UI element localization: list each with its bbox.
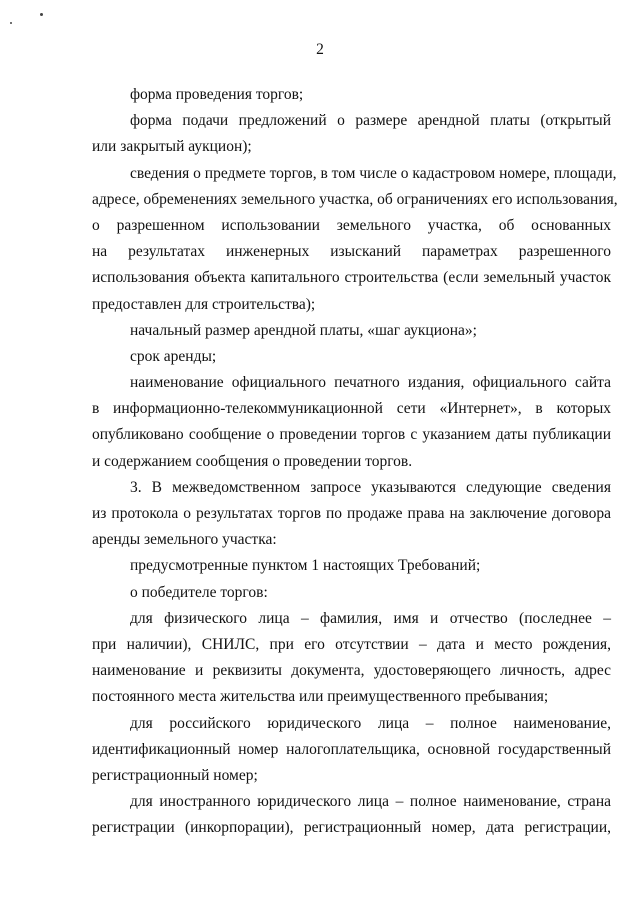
text-line: использования объекта капитального строительства (если земельный участок (92, 269, 611, 287)
text-line: или закрытый аукцион); (92, 138, 252, 156)
text-line: начальный размер арендной платы, «шаг аукциона»; (130, 321, 477, 339)
text-line: в информационно-телекоммуникационной сети «Интернет», в которых (92, 400, 611, 418)
document-body (92, 82, 618, 841)
text-line: наименование и реквизиты документа, удостоверяющего личность, адрес (92, 662, 611, 680)
text-line: для иностранного юридического лица – полное наименование, страна (130, 793, 611, 811)
text-line: для физического лица – фамилия, имя и отчество (последнее – (130, 609, 611, 627)
text-line: форма проведения торгов; (130, 86, 304, 103)
text-line: о разрешенном использовании земельного участка, об основанных (92, 216, 611, 234)
text-line: и содержанием сообщения о проведении торгов. (92, 452, 413, 470)
text-line: идентификационный номер налогоплательщика, основной государственный (92, 740, 611, 758)
text-line: на результатах инженерных изысканий параметрах разрешенного (92, 243, 611, 261)
text-line: для российского юридического лица – полное наименование, (130, 714, 611, 732)
text-line: аренды земельного участка: (92, 531, 277, 549)
text-line: при наличии), СНИЛС, при его отсутствии – дата и место рождения, (92, 635, 611, 653)
text-line: срок аренды; (130, 347, 217, 365)
text-line: 3. В межведомственном запросе указываются следующие сведения (130, 478, 611, 496)
text-line: предоставлен для строительства); (92, 295, 316, 313)
scan-speck (40, 13, 43, 16)
text-line: регистрации (инкорпорации), регистрационный номер, дата регистрации, (92, 819, 611, 837)
text-line: о победителе торгов: (130, 583, 268, 601)
text-line: форма подачи предложений о размере арендной платы (открытый (130, 112, 611, 130)
scan-speck (10, 22, 12, 24)
text-line: регистрационный номер; (92, 766, 258, 784)
text-line: опубликовано сообщение о проведении торгов с указанием даты публикации (92, 426, 611, 444)
text-line: предусмотренные пунктом 1 настоящих Требований; (130, 557, 481, 575)
text-line: сведения о предмете торгов, в том числе о кадастровом номере, площади, (130, 164, 617, 182)
text-line: наименование официального печатного издания, официального сайта (130, 374, 611, 392)
page-number: 2 (316, 41, 324, 58)
text-line: постоянного места жительства или преимущественного пребывания; (92, 688, 549, 706)
text-line: из протокола о результатах торгов по продаже права на заключение договора (92, 505, 611, 522)
text-line: адресе, обременениях земельного участка, об ограничениях его использования, (92, 190, 618, 208)
